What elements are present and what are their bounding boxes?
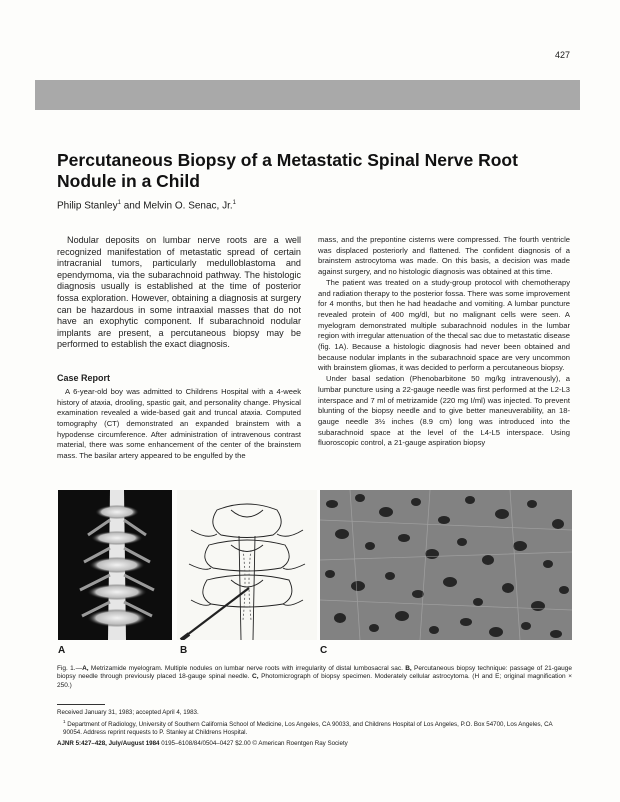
left-column	[57, 235, 301, 462]
affiliation-mark: 1	[63, 718, 66, 724]
intro-paragraph: Nodular deposits on lumbar nerve roots are a well recognized manifestation of metastatic spread of certain intracranial tumors, particularly medulloblastoma and ependymoma, via the subarachnoid pathway. The histologic diagnosis usually is established at the time of posterior fossa exploration. However, obtaining a diagnosis at surgery can be hazardous in some intraaxial masses that do not have an exophytic component. If subarachnoid nodular implants are present, a percutaneous biopsy may be performed to establish the exact diagnosis.	[57, 235, 301, 350]
figure-label-c: C	[320, 645, 328, 656]
figure-c-photomicrograph	[320, 490, 572, 640]
caption-text-a: Metrizamide myelogram. Multiple nodules on lumbar nerve roots with irregularity of distal lumbosacral sac.	[88, 665, 406, 672]
author-line	[57, 200, 236, 211]
body-paragraph: Under basal sedation (Phenobarbitone 50 mg/kg intravenously), a lumbar puncture using a 22-gauge needle was first performed at the L2-L3 interspace and 7 ml of metrizamide (220 mg I/ml) was injected. To prevent blunting of the biopsy needle and to give better maneuverability, an 18-gauge needle 3½ inches (8.9 cm) long was introduced into the subarachnoid space at the level of the L4-L5 interspace. Using fluoroscopic control, a 21-gauge aspiration biopsy	[318, 374, 570, 448]
figure-caption	[57, 665, 572, 690]
journal-citation	[57, 740, 348, 747]
caption-label-a: A,	[82, 665, 89, 672]
citation-details: 0195–6108/84/0504–0427 $2.00 © American Roentgen Ray Society	[159, 740, 348, 747]
page-number: 427	[554, 50, 570, 60]
author-footnote-mark: 1	[232, 200, 237, 206]
author-name: Melvin O. Senac, Jr.	[143, 200, 233, 212]
case-report-heading: Case Report	[57, 372, 111, 383]
right-column	[318, 235, 570, 449]
journal-reference: AJNR 5:427–428, July/August 1984	[57, 740, 160, 747]
caption-label-c: C,	[252, 673, 259, 681]
caption-lead: Fig. 1.—	[57, 665, 83, 672]
caption-text-c: Photomicrograph of biopsy specimen. Moderately cellular astrocytoma. (H and E; original magnification × 250.)	[57, 673, 572, 689]
caption-text-b: Percutaneous biopsy technique: passage of 21-gauge biopsy needle through previously placed 18-gauge spinal needle.	[57, 665, 573, 681]
body-paragraph: mass, and the prepontine cisterns were compressed. The fourth ventricle was displaced posteriorly and flattened. The confident diagnosis of a brainstem astrocytoma was made. On this basis, a decision was made against surgery, and no histologic diagnosis was obtained at this time.	[318, 235, 570, 277]
affiliation-note	[57, 718, 572, 738]
caption-label-b: B,	[405, 665, 412, 672]
case-report-paragraph: A 6-year-old boy was admitted to Childrens Hospital with a 4-week history of ataxia, drooling, spastic gait, and personality change. Physical examination revealed a wide-based gait and truncal ataxia. Computed tomography (CT) demonstrated an expanded brainstem with a hypodense circumference. After administration of intravenous contrast material, there was some enhancement of the center of the brainstem mass. The basilar artery appeared to be engulfed by the	[57, 386, 301, 461]
journal-header-band	[35, 80, 580, 110]
footnotes	[57, 709, 572, 738]
footnote-rule	[57, 704, 105, 705]
figure-a-myelogram	[58, 490, 172, 640]
author-footnote-mark: 1	[117, 200, 121, 206]
body-paragraph: The patient was treated on a study-group protocol with chemotherapy and radiation therapy to the posterior fossa. There was some improvement for 4 months, but then he had headache and vomiting. A lumbar puncture revealed protein of 400 mg/dl, but no malignant cells were seen. A myelogram demonstrated multiple subarachnoid nodules in the lumbar region with irregular attenuation of the thecal sac due to metastatic disease (fig. 1A). Because a histologic diagnosis had never been obtained and because nodular implants in the subarachnoid space are very uncommon with brainstem gliomas, it was decided to perform a percutaneous biopsy.	[318, 277, 571, 373]
figure-b-biopsy-diagram	[177, 490, 317, 640]
article-title: Percutaneous Biopsy of a Metastatic Spinal Nerve Root Nodule in a Child	[57, 150, 518, 191]
figure-label-a: A	[58, 645, 66, 656]
author-joiner: and	[120, 200, 144, 212]
affiliation-text: Department of Radiology, University of Southern California School of Medicine, Los Angeles, CA 90033, and Childrens Hospital of Los Angeles, P.O. Box 54700, Los Angeles, CA 90054. Address reprint requests to P. Stanley at Childrens Hospital.	[63, 720, 553, 737]
figure-label-b: B	[180, 645, 188, 656]
received-note: Received January 31, 1983; accepted April 4, 1983.	[57, 709, 199, 716]
author-name: Philip Stanley	[57, 200, 118, 212]
